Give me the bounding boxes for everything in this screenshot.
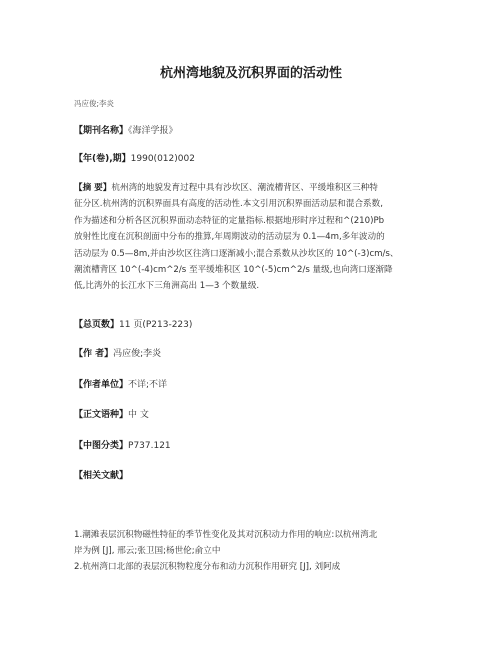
abstract-line: 低,比湾外的长江水下三角洲高出 1—3 个数量级. bbox=[74, 281, 260, 292]
affiliation-label: 【作者单位】 bbox=[74, 380, 129, 390]
abstract-label: 【摘 要】 bbox=[74, 183, 112, 193]
reference-line: 岸为例 [J], 邢云;张卫国;杨世伦;俞立中 bbox=[74, 546, 221, 556]
related-refs-heading bbox=[74, 470, 128, 483]
language-label: 【正文语种】 bbox=[74, 410, 129, 420]
abstract-block bbox=[74, 180, 434, 295]
classification-label: 【中图分类】 bbox=[74, 441, 129, 451]
journal-value: 《海洋学报》 bbox=[128, 126, 178, 136]
related-refs-label: 【相关文献】 bbox=[74, 471, 129, 481]
abstract-line: 活动层为 0.5—8m,并由沙坎区往湾口逐渐减小;混合系数从沙坎区的 10^(-3)cm/s、 bbox=[74, 248, 399, 259]
abstract-line: 作为描述和分析各区沉积界面动态特征的定量指标.根据地形时序过程和^(210)Pb bbox=[74, 215, 385, 226]
pages-label: 【总页数】 bbox=[74, 320, 120, 330]
year-issue-label: 【年(卷),期】 bbox=[74, 154, 131, 164]
journal-field bbox=[74, 125, 178, 138]
authors-field bbox=[74, 348, 161, 361]
author-byline: 冯应俊;李炎 bbox=[74, 99, 115, 108]
year-issue-value: 1990(012)002 bbox=[130, 154, 195, 164]
pages-field bbox=[74, 319, 192, 332]
abstract-line: 放射性比度在沉积剖面中分布的推算,年周期波动的活动层为 0.1—4m,多年波动的 bbox=[74, 232, 385, 243]
classification-field bbox=[74, 440, 171, 453]
abstract-line: 潮流槽背区 10^(-4)cm^2/s 至平缓堆积区 10^(-5)cm^2/s 量级,也向湾口逐渐降 bbox=[74, 265, 393, 276]
year-issue-field bbox=[74, 153, 195, 166]
language-value: 中 文 bbox=[128, 410, 149, 420]
language-field bbox=[74, 409, 149, 422]
authors-value: 冯应俊;李炎 bbox=[113, 349, 162, 359]
reference-line: 1.潮滩表层沉积物磁性特征的季节性变化及其对沉积动力作用的响应:以杭州湾北 bbox=[74, 530, 378, 540]
affiliation-field bbox=[74, 379, 167, 392]
related-refs-list bbox=[74, 527, 434, 575]
classification-value: P737.121 bbox=[128, 441, 171, 451]
abstract-line: 【摘 要】杭州湾的地貌发育过程中具有沙坎区、潮流槽背区、平缓堆积区三种特 bbox=[74, 183, 378, 193]
reference-line: 2.杭州湾口北部的表层沉积物粒度分布和动力沉积作用研究 [J], 刘阿成 bbox=[74, 562, 341, 572]
journal-label: 【期刊名称】 bbox=[74, 126, 129, 136]
authors-label: 【作 者】 bbox=[74, 349, 114, 359]
affiliation-value: 不详;不详 bbox=[128, 380, 168, 390]
pages-value: 11 页(P213-223) bbox=[119, 320, 193, 330]
document-title: 杭州湾地貌及沉积界面的活动性 bbox=[159, 66, 342, 81]
abstract-line: 征分区.杭州湾的沉积界面具有高度的活动性.本文引用沉积界面活动层和混合系数, bbox=[74, 199, 383, 210]
